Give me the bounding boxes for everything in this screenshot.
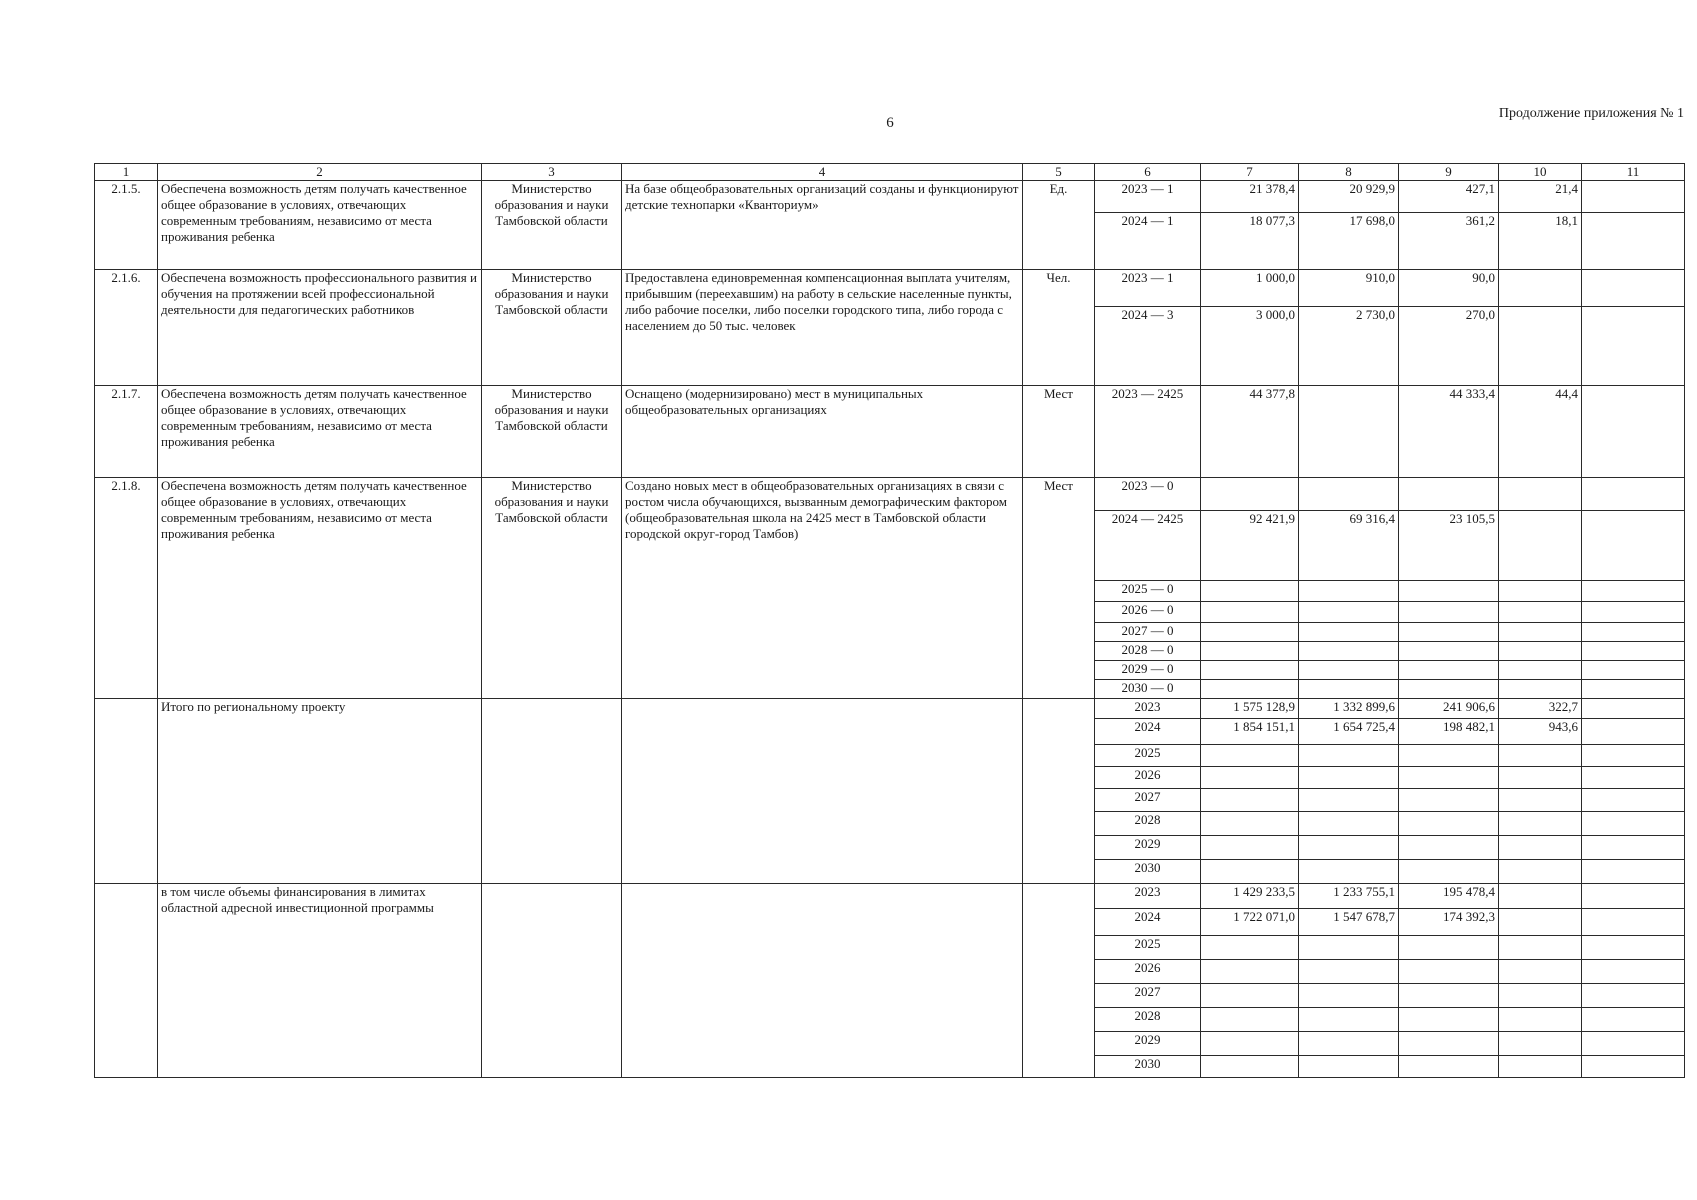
value-cell: 1 233 755,1	[1299, 884, 1399, 909]
value-cell	[1499, 602, 1582, 623]
value-cell	[1299, 1056, 1399, 1078]
including-label: в том числе объемы финансирования в лимитах областной адресной инвестиционной программы	[158, 884, 482, 1078]
value-cell	[1582, 767, 1685, 789]
value-cell	[1499, 1032, 1582, 1056]
column-header: 5	[1023, 164, 1095, 181]
year-cell: 2024 — 2425	[1095, 511, 1201, 581]
value-cell	[1582, 181, 1685, 213]
unit-cell: Ед.	[1023, 181, 1095, 270]
value-cell: 69 316,4	[1299, 511, 1399, 581]
value-cell: 427,1	[1399, 181, 1499, 213]
row-number: 2.1.5.	[95, 181, 158, 270]
value-cell	[1582, 511, 1685, 581]
year-cell: 2023	[1095, 699, 1201, 719]
row-number: 2.1.7.	[95, 386, 158, 478]
value-cell: 195 478,4	[1399, 884, 1499, 909]
value-cell	[1299, 1032, 1399, 1056]
responsible-cell	[482, 884, 622, 1078]
value-cell	[1399, 661, 1499, 680]
column-header: 9	[1399, 164, 1499, 181]
value-cell: 21 378,4	[1201, 181, 1299, 213]
value-cell: 18,1	[1499, 213, 1582, 270]
unit-cell	[1023, 699, 1095, 884]
value-cell	[1582, 860, 1685, 884]
year-cell: 2026	[1095, 767, 1201, 789]
value-cell: 21,4	[1499, 181, 1582, 213]
value-cell	[1582, 478, 1685, 511]
value-cell	[1299, 960, 1399, 984]
year-cell: 2023 — 1	[1095, 181, 1201, 213]
value-cell	[1582, 581, 1685, 602]
continuation-note: Продолжение приложения № 1	[1498, 106, 1684, 121]
value-cell: 20 929,9	[1299, 181, 1399, 213]
year-cell: 2029	[1095, 836, 1201, 860]
value-cell	[1582, 642, 1685, 661]
year-cell: 2023 — 2425	[1095, 386, 1201, 478]
column-header: 10	[1499, 164, 1582, 181]
value-cell	[1582, 1008, 1685, 1032]
value-cell	[1299, 602, 1399, 623]
year-cell: 2028 — 0	[1095, 642, 1201, 661]
table-row	[95, 386, 1685, 478]
responsible-cell: Министерство образования и науки Тамбовской области	[482, 270, 622, 386]
value-cell	[1499, 661, 1582, 680]
row-number	[95, 884, 158, 1078]
result-cell: Обеспечена возможность детям получать качественное общее образование в условиях, отвечающих современным требованиям, независимо от места проживания ребенка	[158, 386, 482, 478]
unit-cell	[1023, 884, 1095, 1078]
column-header-row	[95, 164, 1685, 181]
value-cell: 3 000,0	[1201, 307, 1299, 386]
year-cell: 2023 — 0	[1095, 478, 1201, 511]
value-cell: 1 429 233,5	[1201, 884, 1299, 909]
value-cell	[1201, 602, 1299, 623]
value-cell: 174 392,3	[1399, 909, 1499, 936]
value-cell: 1 722 071,0	[1201, 909, 1299, 936]
value-cell	[1299, 789, 1399, 812]
year-cell: 2027	[1095, 789, 1201, 812]
value-cell	[1582, 386, 1685, 478]
year-cell: 2023 — 1	[1095, 270, 1201, 307]
value-cell	[1582, 680, 1685, 699]
value-cell	[1399, 960, 1499, 984]
value-cell	[1582, 789, 1685, 812]
table-row	[95, 270, 1685, 307]
value-cell	[1201, 767, 1299, 789]
value-cell: 943,6	[1499, 719, 1582, 745]
value-cell	[1201, 1056, 1299, 1078]
value-cell	[1399, 1008, 1499, 1032]
row-number	[95, 699, 158, 884]
description-cell: Создано новых мест в общеобразовательных организациях в связи с ростом числа обучающихся, вызванным демографическим фактором (общеобразовательная школа на 2425 мест в Тамбовской области городской округ-город Тамбов)	[622, 478, 1023, 699]
value-cell	[1201, 745, 1299, 767]
unit-cell: Чел.	[1023, 270, 1095, 386]
value-cell	[1582, 936, 1685, 960]
value-cell: 910,0	[1299, 270, 1399, 307]
row-number: 2.1.6.	[95, 270, 158, 386]
value-cell	[1399, 812, 1499, 836]
value-cell	[1299, 1008, 1399, 1032]
value-cell: 1 854 151,1	[1201, 719, 1299, 745]
value-cell	[1201, 960, 1299, 984]
year-cell: 2024 — 3	[1095, 307, 1201, 386]
value-cell	[1299, 812, 1399, 836]
value-cell	[1582, 1032, 1685, 1056]
value-cell	[1499, 984, 1582, 1008]
value-cell	[1582, 719, 1685, 745]
description-cell	[622, 884, 1023, 1078]
value-cell	[1399, 581, 1499, 602]
column-header: 11	[1582, 164, 1685, 181]
year-cell: 2026	[1095, 960, 1201, 984]
value-cell	[1399, 984, 1499, 1008]
value-cell	[1201, 623, 1299, 642]
value-cell	[1201, 812, 1299, 836]
year-cell: 2030	[1095, 1056, 1201, 1078]
year-cell: 2027	[1095, 984, 1201, 1008]
value-cell	[1299, 984, 1399, 1008]
year-cell: 2024 — 1	[1095, 213, 1201, 270]
value-cell	[1399, 936, 1499, 960]
value-cell	[1582, 661, 1685, 680]
value-cell	[1399, 745, 1499, 767]
value-cell	[1499, 511, 1582, 581]
value-cell: 17 698,0	[1299, 213, 1399, 270]
value-cell	[1201, 680, 1299, 699]
value-cell	[1499, 812, 1582, 836]
column-header: 7	[1201, 164, 1299, 181]
column-header: 4	[622, 164, 1023, 181]
year-cell: 2025	[1095, 745, 1201, 767]
value-cell: 92 421,9	[1201, 511, 1299, 581]
responsible-cell: Министерство образования и науки Тамбовской области	[482, 478, 622, 699]
value-cell	[1201, 984, 1299, 1008]
value-cell: 1 547 678,7	[1299, 909, 1399, 936]
column-header: 3	[482, 164, 622, 181]
value-cell	[1582, 909, 1685, 936]
value-cell: 198 482,1	[1399, 719, 1499, 745]
value-cell	[1399, 767, 1499, 789]
table-row	[95, 478, 1685, 511]
value-cell	[1299, 623, 1399, 642]
value-cell	[1499, 1056, 1582, 1078]
value-cell	[1582, 307, 1685, 386]
value-cell	[1201, 642, 1299, 661]
year-cell: 2027 — 0	[1095, 623, 1201, 642]
value-cell	[1299, 386, 1399, 478]
value-cell	[1299, 661, 1399, 680]
description-cell: Предоставлена единовременная компенсационная выплата учителям, прибывшим (переехавшим) на работу в сельские населенные пункты, либо рабочие поселки, либо поселки городского типа, либо города с населением до 50 тыс. человек	[622, 270, 1023, 386]
year-cell: 2026 — 0	[1095, 602, 1201, 623]
description-cell	[622, 699, 1023, 884]
column-header: 2	[158, 164, 482, 181]
value-cell: 44 377,8	[1201, 386, 1299, 478]
value-cell: 23 105,5	[1399, 511, 1499, 581]
table-row	[95, 884, 1685, 909]
responsible-cell: Министерство образования и науки Тамбовской области	[482, 386, 622, 478]
value-cell	[1399, 642, 1499, 661]
value-cell	[1201, 1032, 1299, 1056]
value-cell	[1399, 860, 1499, 884]
value-cell	[1499, 581, 1582, 602]
total-label: Итого по региональному проекту	[158, 699, 482, 884]
value-cell	[1399, 789, 1499, 812]
value-cell: 1 000,0	[1201, 270, 1299, 307]
year-cell: 2023	[1095, 884, 1201, 909]
value-cell	[1299, 936, 1399, 960]
value-cell	[1499, 789, 1582, 812]
value-cell: 44 333,4	[1399, 386, 1499, 478]
value-cell: 1 654 725,4	[1299, 719, 1399, 745]
responsible-cell: Министерство образования и науки Тамбовской области	[482, 181, 622, 270]
value-cell	[1499, 623, 1582, 642]
value-cell	[1499, 1008, 1582, 1032]
value-cell	[1499, 642, 1582, 661]
unit-cell: Мест	[1023, 386, 1095, 478]
value-cell	[1399, 478, 1499, 511]
value-cell: 1 332 899,6	[1299, 699, 1399, 719]
value-cell	[1582, 270, 1685, 307]
year-cell: 2024	[1095, 909, 1201, 936]
value-cell	[1499, 270, 1582, 307]
year-cell: 2030 — 0	[1095, 680, 1201, 699]
value-cell	[1582, 984, 1685, 1008]
value-cell	[1201, 860, 1299, 884]
year-cell: 2025	[1095, 936, 1201, 960]
page-number: 6	[886, 115, 894, 131]
value-cell: 322,7	[1499, 699, 1582, 719]
value-cell	[1399, 623, 1499, 642]
value-cell	[1299, 767, 1399, 789]
value-cell	[1399, 680, 1499, 699]
value-cell	[1399, 602, 1499, 623]
value-cell	[1299, 642, 1399, 661]
value-cell	[1299, 860, 1399, 884]
value-cell	[1499, 936, 1582, 960]
value-cell	[1499, 884, 1582, 909]
year-cell: 2029 — 0	[1095, 661, 1201, 680]
table-row	[95, 699, 1685, 719]
column-header: 8	[1299, 164, 1399, 181]
description-cell: На базе общеобразовательных организаций созданы и функционируют детские технопарки «Кванториум»	[622, 181, 1023, 270]
description-cell: Оснащено (модернизировано) мест в муниципальных общеобразовательных организациях	[622, 386, 1023, 478]
value-cell	[1299, 680, 1399, 699]
value-cell: 44,4	[1499, 386, 1582, 478]
value-cell	[1201, 1008, 1299, 1032]
row-number: 2.1.8.	[95, 478, 158, 699]
value-cell	[1499, 680, 1582, 699]
value-cell: 90,0	[1399, 270, 1499, 307]
value-cell	[1499, 909, 1582, 936]
value-cell	[1582, 699, 1685, 719]
value-cell	[1582, 1056, 1685, 1078]
value-cell	[1582, 884, 1685, 909]
value-cell	[1299, 836, 1399, 860]
year-cell: 2025 — 0	[1095, 581, 1201, 602]
value-cell	[1582, 213, 1685, 270]
year-cell: 2028	[1095, 812, 1201, 836]
value-cell	[1201, 661, 1299, 680]
value-cell	[1201, 789, 1299, 812]
value-cell	[1299, 745, 1399, 767]
value-cell	[1499, 960, 1582, 984]
value-cell	[1399, 1032, 1499, 1056]
value-cell: 1 575 128,9	[1201, 699, 1299, 719]
column-header: 6	[1095, 164, 1201, 181]
value-cell	[1201, 936, 1299, 960]
year-cell: 2030	[1095, 860, 1201, 884]
value-cell: 270,0	[1399, 307, 1499, 386]
column-header: 1	[95, 164, 158, 181]
result-cell: Обеспечена возможность детям получать качественное общее образование в условиях, отвечающих современным требованиям, независимо от места проживания ребенка	[158, 478, 482, 699]
result-cell: Обеспечена возможность профессионального развития и обучения на протяжении всей профессиональной деятельности для педагогических работников	[158, 270, 482, 386]
value-cell	[1582, 602, 1685, 623]
result-cell: Обеспечена возможность детям получать качественное общее образование в условиях, отвечающих современным требованиям, независимо от места проживания ребенка	[158, 181, 482, 270]
year-cell: 2029	[1095, 1032, 1201, 1056]
value-cell	[1582, 960, 1685, 984]
value-cell	[1499, 836, 1582, 860]
year-cell: 2028	[1095, 1008, 1201, 1032]
value-cell	[1399, 836, 1499, 860]
value-cell	[1201, 478, 1299, 511]
value-cell	[1299, 581, 1399, 602]
value-cell	[1299, 478, 1399, 511]
value-cell: 18 077,3	[1201, 213, 1299, 270]
value-cell	[1499, 307, 1582, 386]
value-cell	[1399, 1056, 1499, 1078]
value-cell: 241 906,6	[1399, 699, 1499, 719]
value-cell	[1499, 478, 1582, 511]
project-table	[94, 163, 1685, 1078]
value-cell	[1582, 836, 1685, 860]
value-cell	[1582, 623, 1685, 642]
value-cell	[1582, 812, 1685, 836]
unit-cell: Мест	[1023, 478, 1095, 699]
responsible-cell	[482, 699, 622, 884]
year-cell: 2024	[1095, 719, 1201, 745]
table-row	[95, 181, 1685, 213]
value-cell	[1499, 860, 1582, 884]
value-cell: 361,2	[1399, 213, 1499, 270]
value-cell	[1499, 767, 1582, 789]
value-cell: 2 730,0	[1299, 307, 1399, 386]
value-cell	[1201, 836, 1299, 860]
value-cell	[1201, 581, 1299, 602]
value-cell	[1582, 745, 1685, 767]
value-cell	[1499, 745, 1582, 767]
